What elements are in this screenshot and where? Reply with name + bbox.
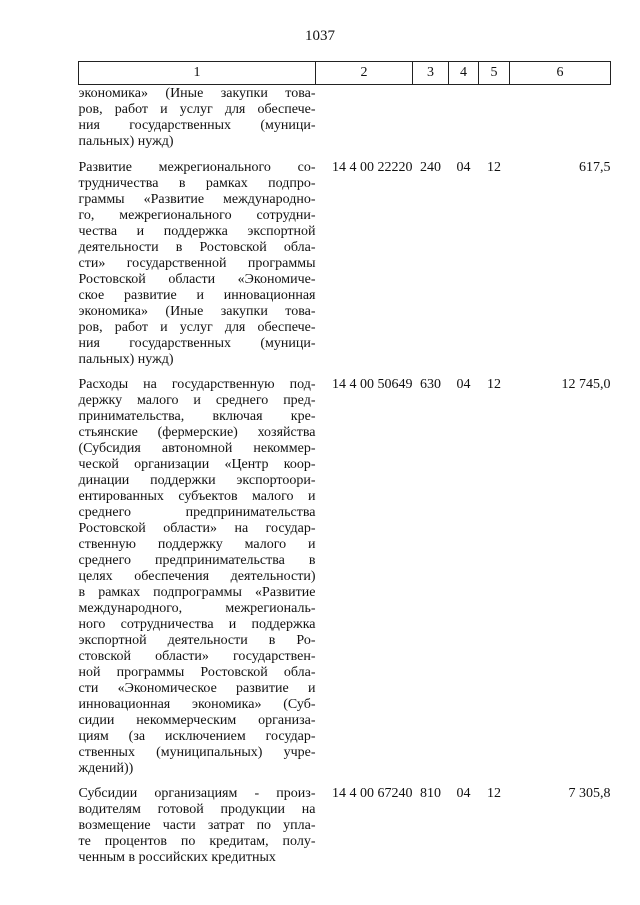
row-amount: 617,5 — [579, 160, 611, 175]
description-line: чества и поддержка экспортной — [78, 224, 316, 239]
description-line: ждений)) — [78, 761, 134, 776]
row-description — [79, 85, 316, 161]
description-line: в рамках подпрограммы «Развитие — [78, 585, 316, 600]
description-line: стовской области» государствен- — [78, 649, 316, 664]
description-line: ров, работ и услуг для обеспече- — [78, 320, 316, 335]
row-expense-type: 810 — [420, 786, 441, 801]
description-line: Расходы на государственную под- — [78, 377, 316, 392]
row-section: 04 — [456, 377, 471, 392]
row-subsection: 12 — [487, 786, 501, 801]
row-description — [79, 786, 316, 875]
description-line: принимательства, включая кре- — [78, 409, 316, 424]
row-section — [449, 85, 479, 161]
description-line: держку малого и среднего пред- — [78, 393, 316, 408]
row-description — [79, 377, 316, 786]
description-line: целях обеспечения деятельности) — [78, 569, 316, 584]
description-line: возмещение части затрат по упла- — [78, 818, 316, 833]
description-line: среднего предпринимательства в — [78, 553, 316, 568]
description-line: экономика» (Иные закупки това- — [78, 86, 316, 101]
table-row — [79, 786, 611, 875]
header-col-name: 1 — [79, 62, 316, 85]
header-col-amount: 6 — [510, 62, 611, 85]
row-target-code: 14 4 00 50649 — [332, 377, 413, 392]
description-line: стьянские (фермерские) хозяйства — [78, 425, 316, 440]
description-line: трудничества в рамках подпро- — [78, 176, 316, 191]
description-line: динации поддержки экспортоори- — [78, 473, 316, 488]
header-col-vr: 3 — [413, 62, 449, 85]
description-line: ческой организации «Центр коор- — [78, 457, 316, 472]
row-target-code: 14 4 00 67240 — [332, 786, 413, 801]
description-line: ственных (муниципальных) учре- — [78, 745, 316, 760]
header-row — [79, 62, 611, 85]
description-line: водителям готовой продукции на — [78, 802, 316, 817]
description-line: международного, межрегиональ- — [78, 601, 316, 616]
page-number: 1037 — [305, 28, 335, 44]
row-amount: 7 305,8 — [568, 786, 611, 801]
description-line: пальных) нужд) — [78, 134, 174, 149]
description-line: го, межрегионального сотрудни- — [78, 208, 316, 223]
row-description — [79, 160, 316, 377]
description-line: ной программы Ростовской обла- — [78, 665, 316, 680]
row-section: 04 — [456, 160, 471, 175]
description-line: сти» государственной программы — [78, 256, 316, 271]
description-line: циям (за исключением государ- — [78, 729, 316, 744]
row-section: 04 — [456, 786, 471, 801]
header-col-code: 2 — [316, 62, 413, 85]
description-line: деятельности в Ростовской обла- — [78, 240, 316, 255]
row-subsection — [479, 85, 510, 161]
description-line: сидии некоммерческим организа- — [78, 713, 316, 728]
description-line: экономика» (Иные закупки това- — [78, 304, 316, 319]
description-line: (Субсидия автономной некоммер- — [78, 441, 316, 456]
description-line: Развитие межрегионального со- — [78, 160, 316, 175]
description-line: граммы «Развитие международно- — [78, 192, 316, 207]
description-line: Ростовской области «Экономиче- — [78, 272, 316, 287]
description-line: Ростовской области» на государ- — [78, 521, 316, 536]
budget-table — [78, 61, 611, 875]
description-line: ское развитие и инновационная — [78, 288, 316, 303]
row-amount — [510, 85, 611, 161]
description-line: среднего предпринимательства — [78, 505, 316, 520]
description-line: ров, работ и услуг для обеспече- — [78, 102, 316, 117]
description-line: ченным в российских кредитных — [78, 850, 276, 865]
table-row — [79, 160, 611, 377]
description-line: Субсидии организациям - произ- — [78, 786, 316, 801]
row-expense-type — [413, 85, 449, 161]
header-col-rz: 4 — [449, 62, 479, 85]
row-expense-type: 240 — [420, 160, 441, 175]
row-expense-type: 630 — [420, 377, 441, 392]
description-line: ного сотрудничества и поддержка — [78, 617, 316, 632]
description-line: ния государственных (муници- — [78, 336, 316, 351]
table-body — [79, 85, 611, 876]
description-line: пальных) нужд) — [78, 352, 174, 367]
row-amount: 12 745,0 — [561, 377, 611, 392]
description-line: ентированных субъектов малого и — [78, 489, 316, 504]
description-line: те процентов по кредитам, полу- — [78, 834, 316, 849]
row-target-code — [316, 85, 413, 161]
row-subsection: 12 — [487, 160, 501, 175]
row-target-code: 14 4 00 22220 — [332, 160, 413, 175]
description-line: сти «Экономическое развитие и — [78, 681, 316, 696]
description-line: экспортной деятельности в Ро- — [78, 633, 316, 648]
row-subsection: 12 — [487, 377, 501, 392]
description-line: инновационная экономика» (Суб- — [78, 697, 316, 712]
description-line: ния государственных (муници- — [78, 118, 316, 133]
table-row — [79, 85, 611, 161]
description-line: ственную поддержку малого и — [78, 537, 316, 552]
header-col-pr: 5 — [479, 62, 510, 85]
table-row — [79, 377, 611, 786]
